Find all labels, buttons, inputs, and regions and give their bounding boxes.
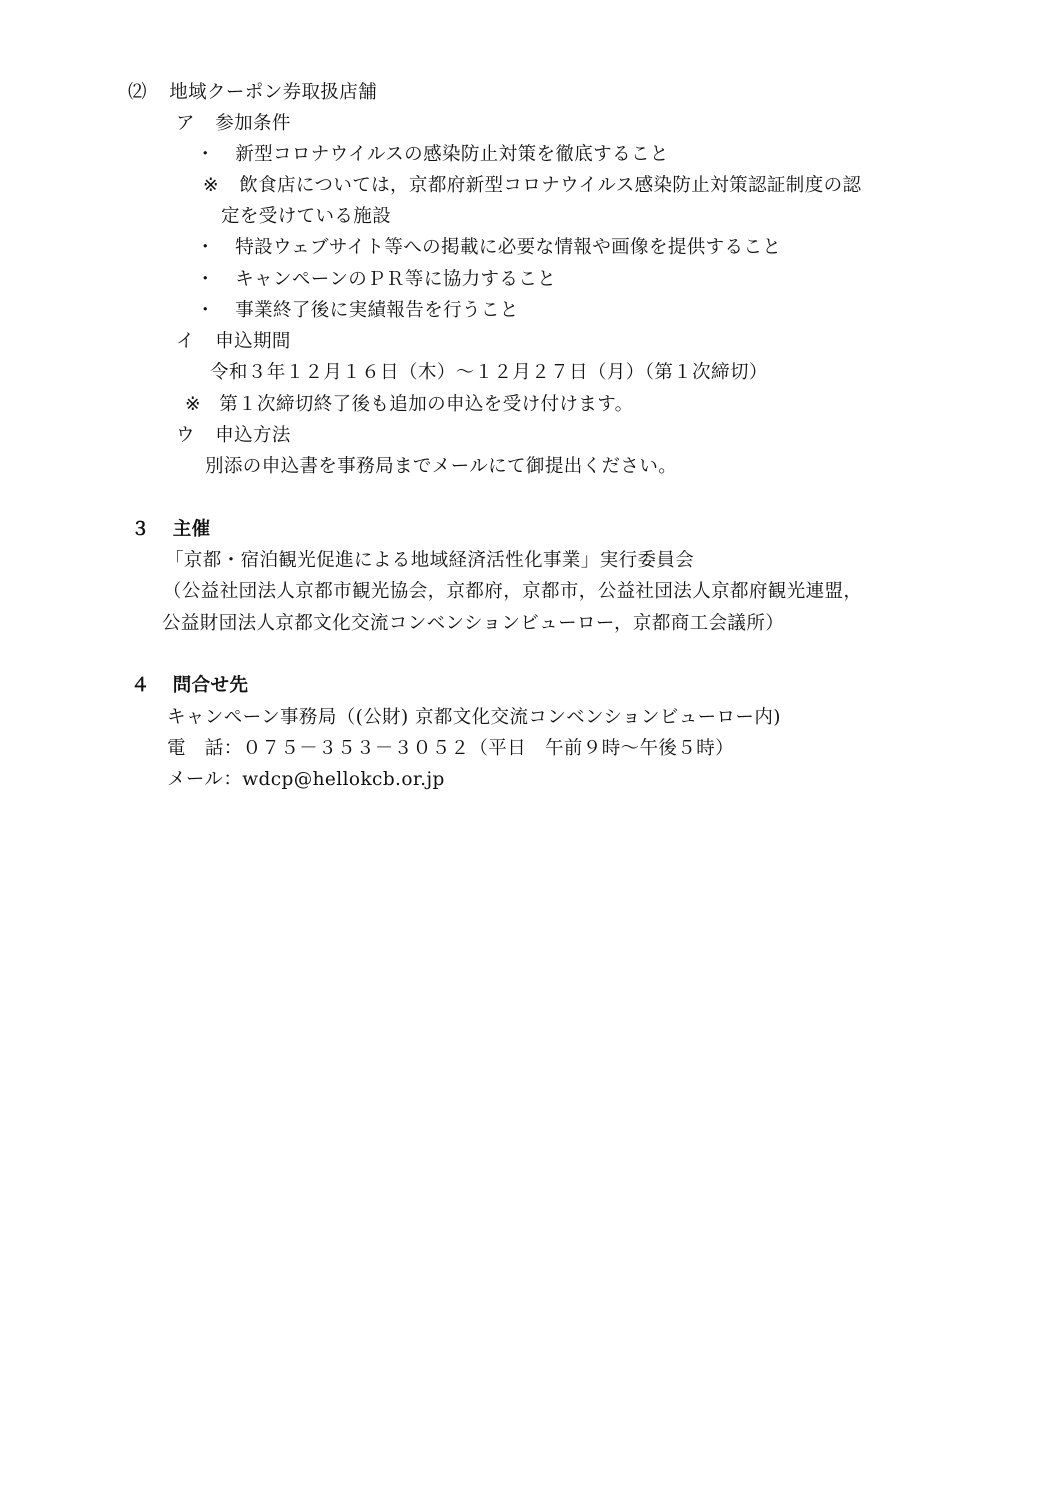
condition-item xyxy=(196,268,556,292)
condition-item xyxy=(196,299,519,323)
subsection-i-title: 申込期間 xyxy=(215,331,291,352)
section3-title: 主催 xyxy=(172,519,211,540)
note-mark: ※ xyxy=(185,394,201,415)
contact-office: キャンペーン事務局（(公財) 京都文化交流コンベンションビューロー内) xyxy=(167,707,781,728)
organizer-name: 「京都・宿泊観光促進による地域経済活性化事業」実行委員会 xyxy=(165,550,695,571)
period-note xyxy=(185,393,634,417)
section2-heading xyxy=(128,81,377,105)
subsection-a-marker: ア xyxy=(176,113,195,134)
bullet-mark: ・ xyxy=(196,300,215,321)
section4-number: ４ xyxy=(131,675,150,696)
subsection-a-title: 参加条件 xyxy=(215,113,291,134)
condition-item xyxy=(196,143,669,167)
condition-text: 事業終了後に実績報告を行うこと xyxy=(235,300,519,321)
condition-text: 新型コロナウイルスの感染防止対策を徹底すること xyxy=(235,144,669,165)
period-note-text: 第１次締切終了後も追加の申込を受け付けます。 xyxy=(219,394,634,415)
section3-heading xyxy=(131,518,211,542)
subsection-i-marker: イ xyxy=(176,331,195,352)
bullet-mark: ・ xyxy=(196,144,215,165)
section2-title: 地域クーポン券取扱店舗 xyxy=(169,82,378,103)
subsection-i-heading xyxy=(176,330,291,354)
subsection-u-heading xyxy=(176,424,291,448)
section4-heading xyxy=(131,674,248,698)
subsection-u-title: 申込方法 xyxy=(215,425,291,446)
application-method-text: 別添の申込書を事務局までメールにて御提出ください。 xyxy=(205,456,678,477)
condition-note-text: 飲食店については，京都府新型コロナウイルス感染防止対策認証制度の認 xyxy=(239,175,862,196)
section3-number: ３ xyxy=(131,519,150,540)
organizer-members-line1: （公益社団法人京都市観光協会，京都府，京都市，公益社団法人京都府観光連盟， xyxy=(163,581,863,602)
condition-text: 特設ウェブサイト等への掲載に必要な情報や画像を提供すること xyxy=(235,237,782,258)
section4-title: 問合せ先 xyxy=(172,675,249,696)
contact-phone: 電 話：０７５－３５３－３０５２（平日 午前９時～午後５時） xyxy=(167,738,735,759)
organizer-members-line2: 公益財団法人京都文化交流コンベンションビューロー，京都商工会議所） xyxy=(162,613,785,634)
application-period: 令和３年１２月１６日（木）～１２月２７日（月）（第１次締切） xyxy=(210,362,768,383)
note-mark: ※ xyxy=(203,175,219,196)
subsection-u-marker: ウ xyxy=(176,425,195,446)
subsection-a-heading xyxy=(176,112,291,136)
bullet-mark: ・ xyxy=(196,269,215,290)
section2-number: ⑵ xyxy=(128,82,147,103)
condition-note-line2: 定を受けている施設 xyxy=(221,206,392,227)
condition-item xyxy=(196,236,781,260)
bullet-mark: ・ xyxy=(196,237,215,258)
condition-text: キャンペーンのＰＲ等に協力すること xyxy=(235,269,557,290)
contact-email: メール：wdcp@hellokcb.or.jp xyxy=(167,769,445,790)
condition-note-line1 xyxy=(203,174,861,198)
